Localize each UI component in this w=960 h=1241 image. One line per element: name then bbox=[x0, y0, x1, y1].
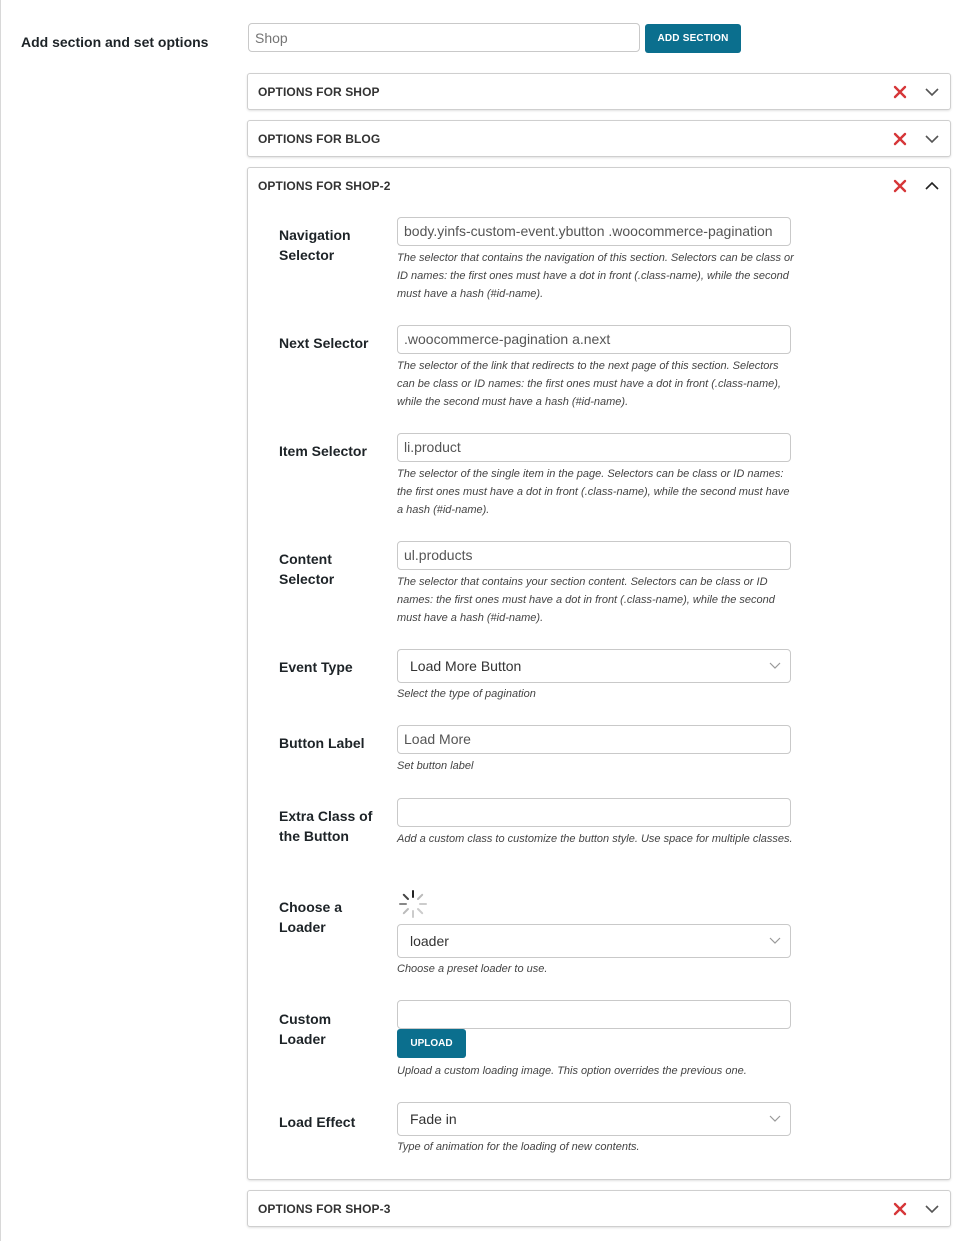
close-icon[interactable] bbox=[893, 1202, 907, 1216]
next-selector-input[interactable]: .woocommerce-pagination a.next bbox=[397, 325, 791, 354]
load-effect-select[interactable] bbox=[397, 1102, 791, 1136]
panel-shop-3-header[interactable] bbox=[248, 1191, 950, 1227]
panel-shop-3 bbox=[247, 1190, 951, 1227]
panel-blog-header[interactable] bbox=[248, 121, 950, 157]
navigation-selector-label: Navigation Selector bbox=[279, 227, 351, 263]
panel-shop-2 bbox=[247, 167, 951, 1180]
loader-select[interactable] bbox=[397, 924, 791, 958]
button-label-input[interactable]: Load More bbox=[397, 725, 791, 754]
chevron-down-icon[interactable] bbox=[924, 1202, 940, 1216]
event-type-select[interactable] bbox=[397, 649, 791, 683]
button-label-desc: Set button label bbox=[397, 760, 474, 772]
loader-desc: Choose a preset loader to use. bbox=[397, 963, 548, 975]
custom-loader-desc: Upload a custom loading image. This option overrides the previous one. bbox=[397, 1065, 747, 1077]
close-icon[interactable] bbox=[893, 179, 907, 193]
close-icon[interactable] bbox=[893, 132, 907, 146]
next-selector-desc: The selector of the link that redirects to the next page of this section. Selectors can be class or ID names: the first ones must have a dot in front (.class-name), while the second must have a hash (#id-name). bbox=[397, 360, 781, 408]
close-icon[interactable] bbox=[893, 85, 907, 99]
event-type-desc: Select the type of pagination bbox=[397, 688, 536, 700]
extra-class-desc: Add a custom class to customize the button style. Use space for multiple classes. bbox=[397, 833, 793, 845]
next-selector-label: Next Selector bbox=[279, 335, 369, 351]
choose-loader-label: Choose a Loader bbox=[279, 899, 343, 935]
section-name-input[interactable] bbox=[248, 23, 640, 52]
item-selector-input[interactable]: li.product bbox=[397, 433, 791, 462]
load-effect-label: Load Effect bbox=[279, 1114, 356, 1130]
panel-title: OPTIONS FOR BLOG bbox=[258, 132, 381, 146]
custom-loader-label: Custom Loader bbox=[279, 1011, 332, 1047]
navigation-selector-desc: The selector that contains the navigation of this section. Selectors can be class or ID names: the first ones must have a dot in front (.class-name), while the second must have a hash (#id-name). bbox=[397, 252, 794, 300]
extra-class-input[interactable] bbox=[397, 798, 791, 827]
chevron-down-icon bbox=[768, 1114, 782, 1124]
panel-shop bbox=[247, 73, 951, 110]
left-border bbox=[0, 0, 1, 1241]
button-label-label: Button Label bbox=[279, 735, 365, 751]
chevron-down-icon bbox=[768, 936, 782, 946]
load-effect-desc: Type of animation for the loading of new contents. bbox=[397, 1141, 640, 1153]
add-section-button[interactable]: ADD SECTION bbox=[645, 24, 741, 53]
panel-title: OPTIONS FOR SHOP-2 bbox=[258, 179, 391, 193]
chevron-down-icon[interactable] bbox=[924, 85, 940, 99]
navigation-selector-input[interactable]: body.yinfs-custom-event.ybutton .woocommerce-pagination bbox=[397, 217, 791, 246]
content-selector-label: Content Selector bbox=[279, 551, 335, 587]
panel-shop-header[interactable] bbox=[248, 74, 950, 110]
chevron-down-icon[interactable] bbox=[924, 132, 940, 146]
content-selector-desc: The selector that contains your section content. Selectors can be class or ID names: the first ones must have a dot in front (.class-name), while the second must have a hash (#id-name). bbox=[397, 576, 775, 624]
item-selector-desc: The selector of the single item in the page. Selectors can be class or ID names: the first ones must have a dot in front (.class-name), while the second must have a hash (#id-name). bbox=[397, 468, 790, 516]
item-selector-label: Item Selector bbox=[279, 443, 367, 459]
extra-class-label: Extra Class of the Button bbox=[279, 808, 373, 844]
custom-loader-input[interactable] bbox=[397, 1000, 791, 1029]
panel-title: OPTIONS FOR SHOP bbox=[258, 85, 380, 99]
event-type-value: Load More Button bbox=[410, 658, 522, 674]
upload-button[interactable]: UPLOAD bbox=[397, 1029, 466, 1058]
chevron-up-icon[interactable] bbox=[924, 179, 940, 193]
chevron-down-icon bbox=[768, 661, 782, 671]
event-type-label: Event Type bbox=[279, 659, 353, 675]
loader-spinner-icon bbox=[397, 888, 429, 920]
loader-value: loader bbox=[410, 933, 449, 949]
page-label: Add section and set options bbox=[21, 34, 209, 50]
panel-shop-2-header[interactable] bbox=[248, 168, 950, 204]
content-selector-input[interactable]: ul.products bbox=[397, 541, 791, 570]
panel-blog bbox=[247, 120, 951, 157]
panel-title: OPTIONS FOR SHOP-3 bbox=[258, 1202, 391, 1216]
load-effect-value: Fade in bbox=[410, 1111, 457, 1127]
